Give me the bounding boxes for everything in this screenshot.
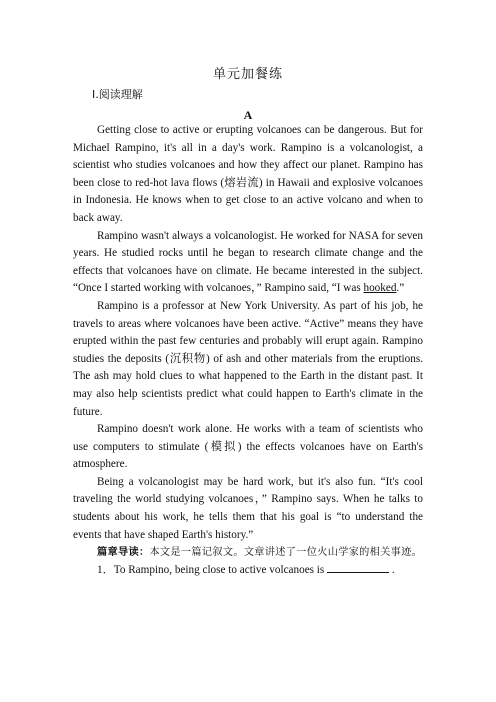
underlined-word: hooked xyxy=(363,282,397,295)
article-guide xyxy=(73,544,423,562)
section-heading: Ⅰ.阅读理解 xyxy=(92,88,143,101)
paragraph-1: Getting close to active or erupting volcanoes can be dangerous. But for Michael Rampino, it's all in a day's work. Rampino is a volcanologist, a scientist who studies volcanoes and how they affect our planet. Rampino has been close to red-hot lava flows (熔岩流) in Hawaii and explosive volcanoes in Indonesia. He knows when to get close to an active volcano and when to back away. xyxy=(73,124,423,224)
paragraph-3: Rampino is a professor at New York University. As part of his job, he travels to areas where volcanoes have been active. “Active” means they have erupted within the past few centuries and probably will erupt again. Rampino studies the deposits (沉积物) of ash and other materials from the eruptions. The ash may hold clues to what happened to the Earth in the distant past. It may also help scientists predict what could happen to Earth's climate in the future. xyxy=(73,299,423,418)
paragraph-5: Being a volcanologist may be hard work, but it's also fun. “It's cool traveling the world studying volcanoes，” Rampino says. When he talks to students about his work, he tells them that his goal is “to understand the events that have shaped Earth's history.” xyxy=(73,475,423,541)
question-1-end: . xyxy=(391,563,395,576)
paragraph-2 xyxy=(73,228,423,298)
passage-body xyxy=(73,122,423,579)
guide-text: 本文是一篇记叙文。文章讲述了一位火山学家的相关事迹。 xyxy=(149,547,423,559)
question-1-text: 1．To Rampino, being close to active volcanoes is xyxy=(97,563,325,576)
paragraph-2-text: Rampino wasn't always a volcanologist. He worked for NASA for seven years. He studied rocks until he began to research climate change and the effects that volcanoes have on climate. He became interested in the subject. “Once I started working with volcanoes，” Rampino said, “I was xyxy=(73,229,423,295)
page-title: 单元加餐练 xyxy=(212,67,283,82)
paragraph-4: Rampino doesn't work alone. He works with a team of scientists who use computers to stimulate (模拟) the effects volcanoes have on Earth's atmosphere. xyxy=(73,423,423,471)
question-1 xyxy=(73,562,423,580)
guide-label: 篇章导读： xyxy=(97,547,150,559)
paragraph-2-end: .” xyxy=(396,282,405,295)
passage-label: A xyxy=(243,108,253,122)
answer-blank[interactable] xyxy=(327,562,389,573)
